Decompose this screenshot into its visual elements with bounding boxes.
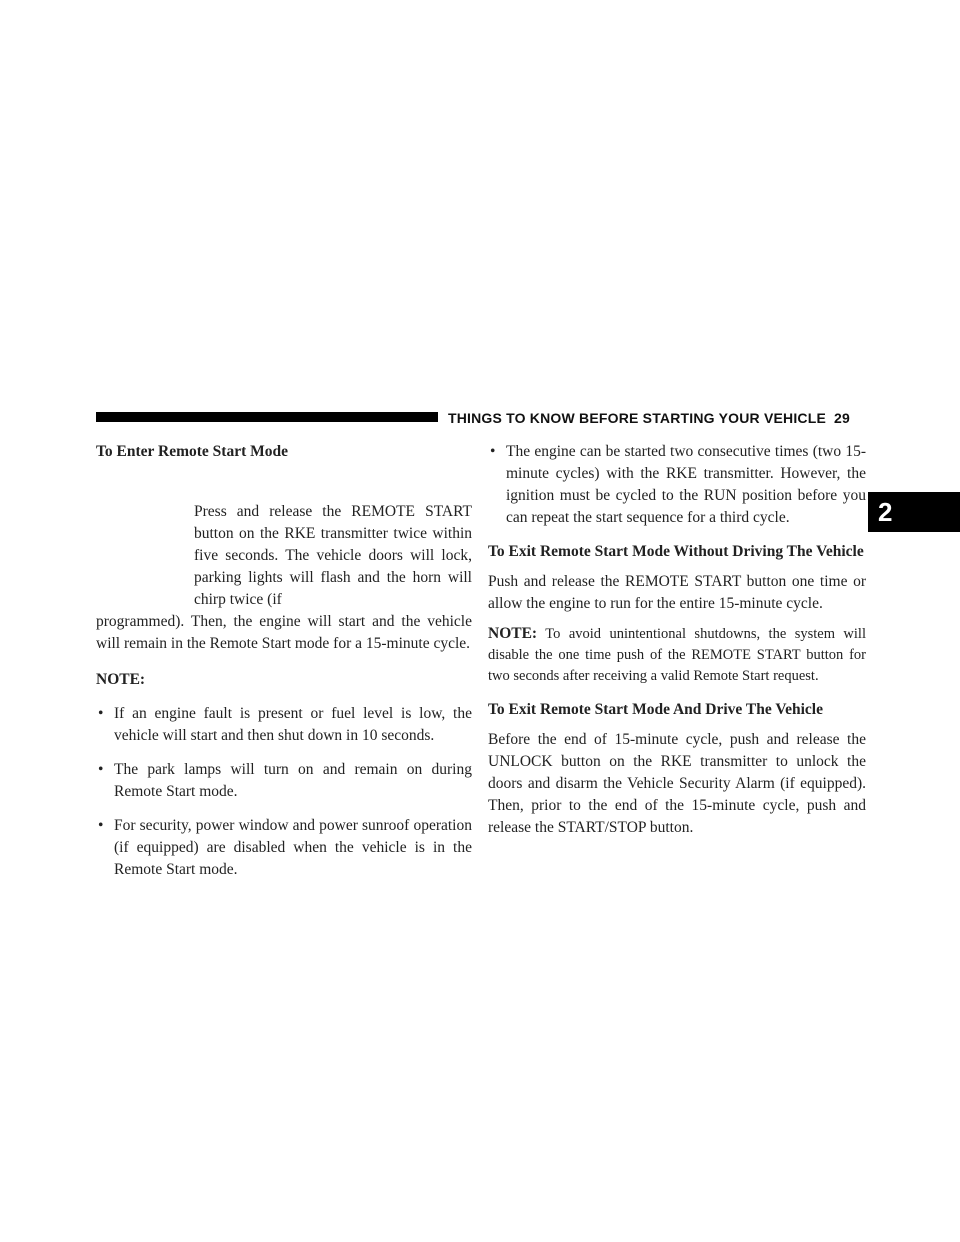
bullet-symbol: • xyxy=(490,443,496,460)
exit-and-drive-paragraph: Before the end of 15-minute cycle, push and release the UNLOCK button on the RKE transmitter to unlock the doors and disarm the Vehicle Security Alarm (if equipped). Then, prior to the end of the 15-minute cycle, push and release the START/STOP button. xyxy=(488,731,866,836)
list-item xyxy=(488,441,866,529)
intro-indented-text: Press and release the REMOTE START button on the RKE transmitter twice within five seconds. The vehicle doors will lock, parking lights will flash and the horn will chirp twice (if xyxy=(194,503,472,608)
section-title: THINGS TO KNOW BEFORE STARTING YOUR VEHICLE xyxy=(447,410,827,426)
heading-exit-without-driving: To Exit Remote Start Mode Without Driving The Vehicle xyxy=(488,543,864,560)
bullet-symbol: • xyxy=(98,817,104,834)
running-header xyxy=(438,407,856,429)
note-label: NOTE: xyxy=(488,625,538,642)
heading-exit-and-drive: To Exit Remote Start Mode And Drive The Vehicle xyxy=(488,701,823,718)
intro-continued-text: programmed). Then, the engine will start and the vehicle will remain in the Remote Start mode for a 15-minute cycle. xyxy=(96,613,472,652)
continued-bullet-list xyxy=(488,441,866,529)
bullet-symbol: • xyxy=(98,761,104,778)
note-label: NOTE: xyxy=(96,671,146,688)
chapter-tab: 2 xyxy=(868,492,960,532)
exit-without-driving-paragraph: Push and release the REMOTE START button one time or allow the engine to run for the entire 15-minute cycle. xyxy=(488,573,866,612)
list-item xyxy=(96,703,472,747)
right-column xyxy=(488,441,866,839)
list-item-text: The engine can be started two consecutive times (two 15-minute cycles) with the RKE transmitter. However, the ignition must be cycled to the RUN position before you can repeat the start sequence for a third cycle. xyxy=(506,443,866,526)
note-paragraph xyxy=(488,623,866,687)
list-item xyxy=(96,815,472,881)
list-item-text: If an engine fault is present or fuel level is low, the vehicle will start and then shut down in 10 seconds. xyxy=(114,705,472,744)
heading-enter-remote-start: To Enter Remote Start Mode xyxy=(96,443,288,460)
list-item-text: For security, power window and power sunroof operation (if equipped) are disabled when the vehicle is in the Remote Start mode. xyxy=(114,817,472,878)
note-bullet-list xyxy=(96,703,472,881)
left-column xyxy=(96,441,472,881)
bullet-symbol: • xyxy=(98,705,104,722)
page-number: 29 xyxy=(834,410,850,426)
list-item-text: The park lamps will turn on and remain on during Remote Start mode. xyxy=(114,761,472,800)
enter-remote-start-paragraph xyxy=(96,501,472,655)
note-text: To avoid unintentional shutdowns, the system will disable the one time push of the REMOTE START button for two seconds after receiving a valid Remote Start request. xyxy=(488,626,866,684)
list-item xyxy=(96,759,472,803)
